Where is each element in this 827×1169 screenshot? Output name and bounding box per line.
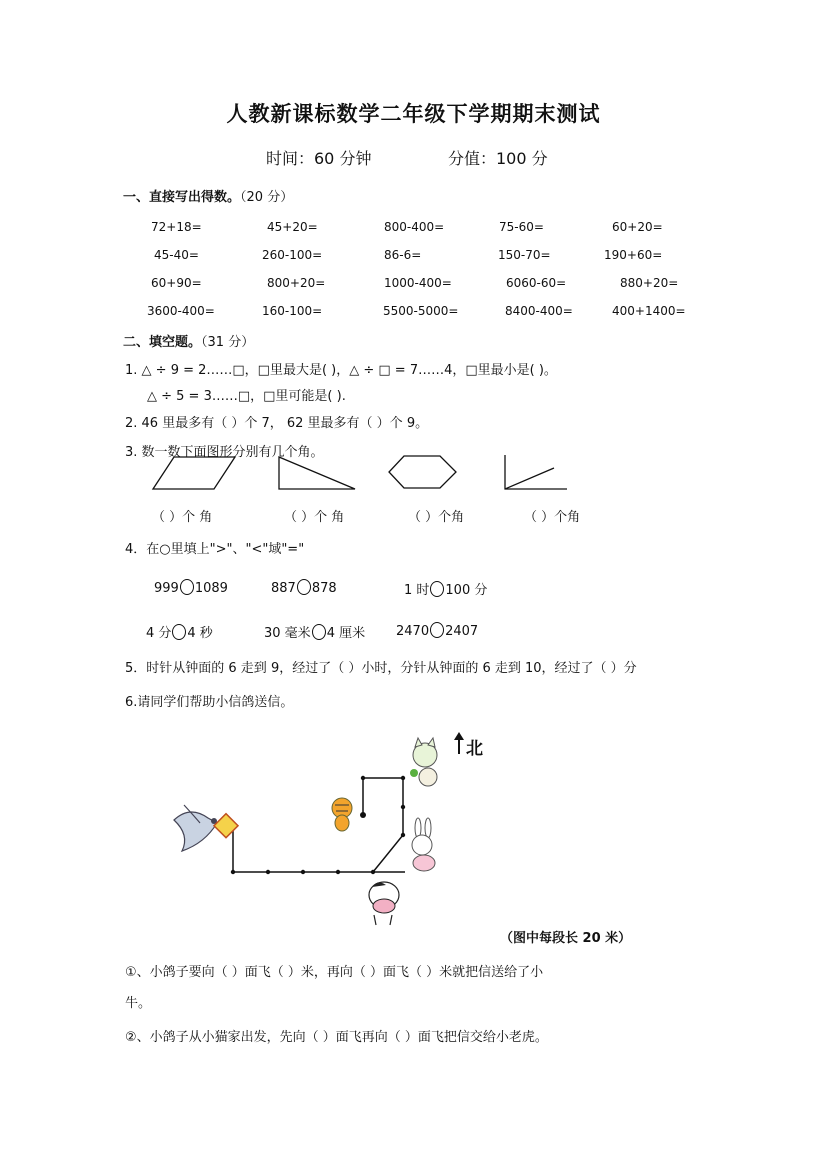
north-label: 北 (466, 739, 483, 759)
angle-answer-2: （ ）个 角 (284, 510, 345, 525)
route-map (160, 725, 490, 935)
calc-item: 45+20= (267, 220, 318, 234)
calc-item: 800+20= (267, 276, 326, 290)
compare-circle-icon[interactable] (180, 579, 194, 595)
compare-item: 887 878 (271, 581, 337, 596)
section-1-heading (123, 186, 293, 205)
angle-answer-4: （ ）个角 (524, 510, 581, 525)
calc-item: 86-6= (384, 248, 422, 262)
calc-item: 3600-400= (147, 304, 215, 318)
calc-item: 45-40= (154, 248, 199, 262)
calc-item: 5500-5000= (383, 304, 459, 318)
calc-item: 72+18= (151, 220, 202, 234)
compare-circle-icon[interactable] (172, 624, 186, 640)
section-2-points: （31 分） (201, 335, 255, 350)
question-2: 2. 46 里最多有（ ）个 7， 62 里最多有（ ）个 9。 (125, 416, 429, 431)
compare-item: 4 分 4 秒 (146, 626, 213, 641)
cat-icon (410, 738, 437, 786)
cow-icon (369, 882, 399, 925)
parallelogram-shape (150, 452, 240, 494)
sub-question-1-line-1: ①、小鸽子要向（ ）面飞（ ）米，再向（ ）面飞（ ）米就把信送给了小 (125, 965, 544, 980)
exam-time: 时间：60 分钟 (266, 149, 372, 168)
sub-question-1-line-2: 牛。 (125, 996, 152, 1011)
compare-circle-icon[interactable] (430, 622, 444, 638)
pigeon-icon (174, 805, 238, 851)
angle-shape (499, 453, 571, 493)
compare-item: 999 1089 (154, 581, 228, 596)
angle-answer-3: （ ）个角 (408, 510, 465, 525)
calc-item: 8400-400= (505, 304, 573, 318)
compare-circle-icon[interactable] (297, 579, 311, 595)
calc-item: 190+60= (604, 248, 663, 262)
calc-item: 150-70= (498, 248, 551, 262)
compare-item: 2470 2407 (396, 624, 479, 639)
question-1-line-1: 1. △ ÷ 9 = 2……□，□里最大是( )，△ ÷ □ = 7……4，□里最小是( )。 (125, 363, 557, 378)
calc-item: 160-100= (262, 304, 323, 318)
calc-item: 1000-400= (384, 276, 452, 290)
compare-circle-icon[interactable] (312, 624, 326, 640)
question-4-label: 4．在○里填上">"、"<"域"=" (125, 542, 305, 557)
calc-item: 75-60= (499, 220, 544, 234)
north-arrow-icon (452, 731, 466, 755)
question-1-line-2: △ ÷ 5 = 3……□，□里可能是( ). (147, 389, 346, 404)
section-2-heading (123, 331, 254, 350)
compare-circle-icon[interactable] (430, 581, 444, 597)
calc-item: 800-400= (384, 220, 445, 234)
calc-item: 60+20= (612, 220, 663, 234)
section-1-points: （20 分） (240, 190, 294, 205)
page-title: 人教新课标数学二年级下学期期末测试 (226, 102, 601, 126)
tiger-icon (332, 798, 352, 831)
compare-item: 30 毫米 4 厘米 (264, 626, 366, 641)
exam-score: 分值：100 分 (448, 149, 548, 168)
section-2-title: 二、填空题。 (123, 335, 202, 350)
question-3-label: 3. 数一数下面图形分别有几个角。 (125, 445, 324, 460)
right-triangle-shape (275, 453, 361, 495)
rabbit-icon (412, 818, 435, 871)
question-5: 5．时针从钟面的 6 走到 9，经过了（ ）小时，分针从钟面的 6 走到 10，经过了（ ）分 (125, 661, 637, 676)
calc-item: 400+1400= (612, 304, 686, 318)
question-6-label: 6.请同学们帮助小信鸽送信。 (125, 695, 294, 710)
hexagon-shape (386, 452, 460, 492)
calc-item: 880+20= (620, 276, 679, 290)
calc-item: 260-100= (262, 248, 323, 262)
calc-item: 6060-60= (506, 276, 567, 290)
angle-answer-1: （ ）个 角 (152, 510, 213, 525)
map-note: （图中每段长 20 米） (500, 931, 632, 946)
calc-item: 60+90= (151, 276, 202, 290)
compare-item: 1 时 100 分 (404, 583, 488, 598)
sub-question-2: ②、小鸽子从小猫家出发，先向（ ）面飞再向（ ）面飞把信交给小老虎。 (125, 1030, 548, 1045)
section-1-title: 一、直接写出得数。 (123, 190, 241, 205)
